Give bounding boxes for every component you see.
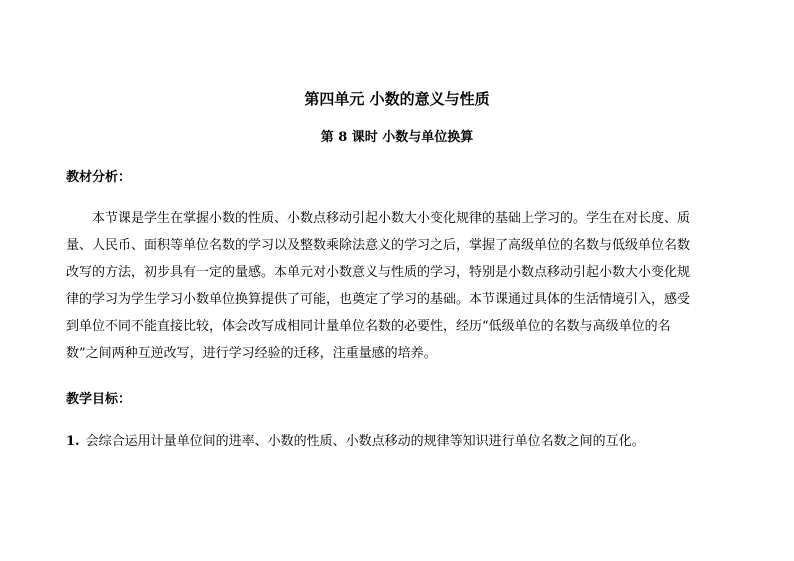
paragraph-line: 改写的方法，初步具有一定的量感。本单元对小数意义与性质的学习，特别是小数点移动引起小数大小变化规 xyxy=(66,265,691,280)
analysis-heading: 教材分析： xyxy=(66,170,132,185)
goal-item xyxy=(66,432,645,452)
unit-title: 第四单元 小数的意义与性质 xyxy=(304,90,490,108)
analysis-paragraph xyxy=(66,205,730,367)
paragraph-line: 本节课是学生在掌握小数的性质、小数点移动引起小数大小变化规律的基础上学习的。学生在对长度、质 xyxy=(92,211,691,226)
paragraph-line: 律的学习为学生学习小数单位换算提供了可能，也奠定了学习的基础。本节课通过具体的生活情境引入，感受 xyxy=(66,292,691,307)
paragraph-line: 到单位不同不能直接比较，体会改写成相同计量单位名数的必要性，经历“低级单位的名数与高级单位的名 xyxy=(66,319,671,334)
lesson-subtitle: 第 8 课时 小数与单位换算 xyxy=(320,130,474,145)
goals-heading: 教学目标： xyxy=(66,392,132,407)
paragraph-line: 量、人民币、面积等单位名数的学习以及整数乘除法意义的学习之后，掌握了高级单位的名数与低级单位名数 xyxy=(66,238,691,253)
goal-text: 会综合运用计量单位间的进率、小数的性质、小数点移动的规律等知识进行单位名数之间的互化。 xyxy=(85,434,645,449)
goal-number: 1. xyxy=(66,434,80,449)
paragraph-line: 数”之间两种互逆改写，进行学习经验的迁移，注重量感的培养。 xyxy=(66,346,437,361)
